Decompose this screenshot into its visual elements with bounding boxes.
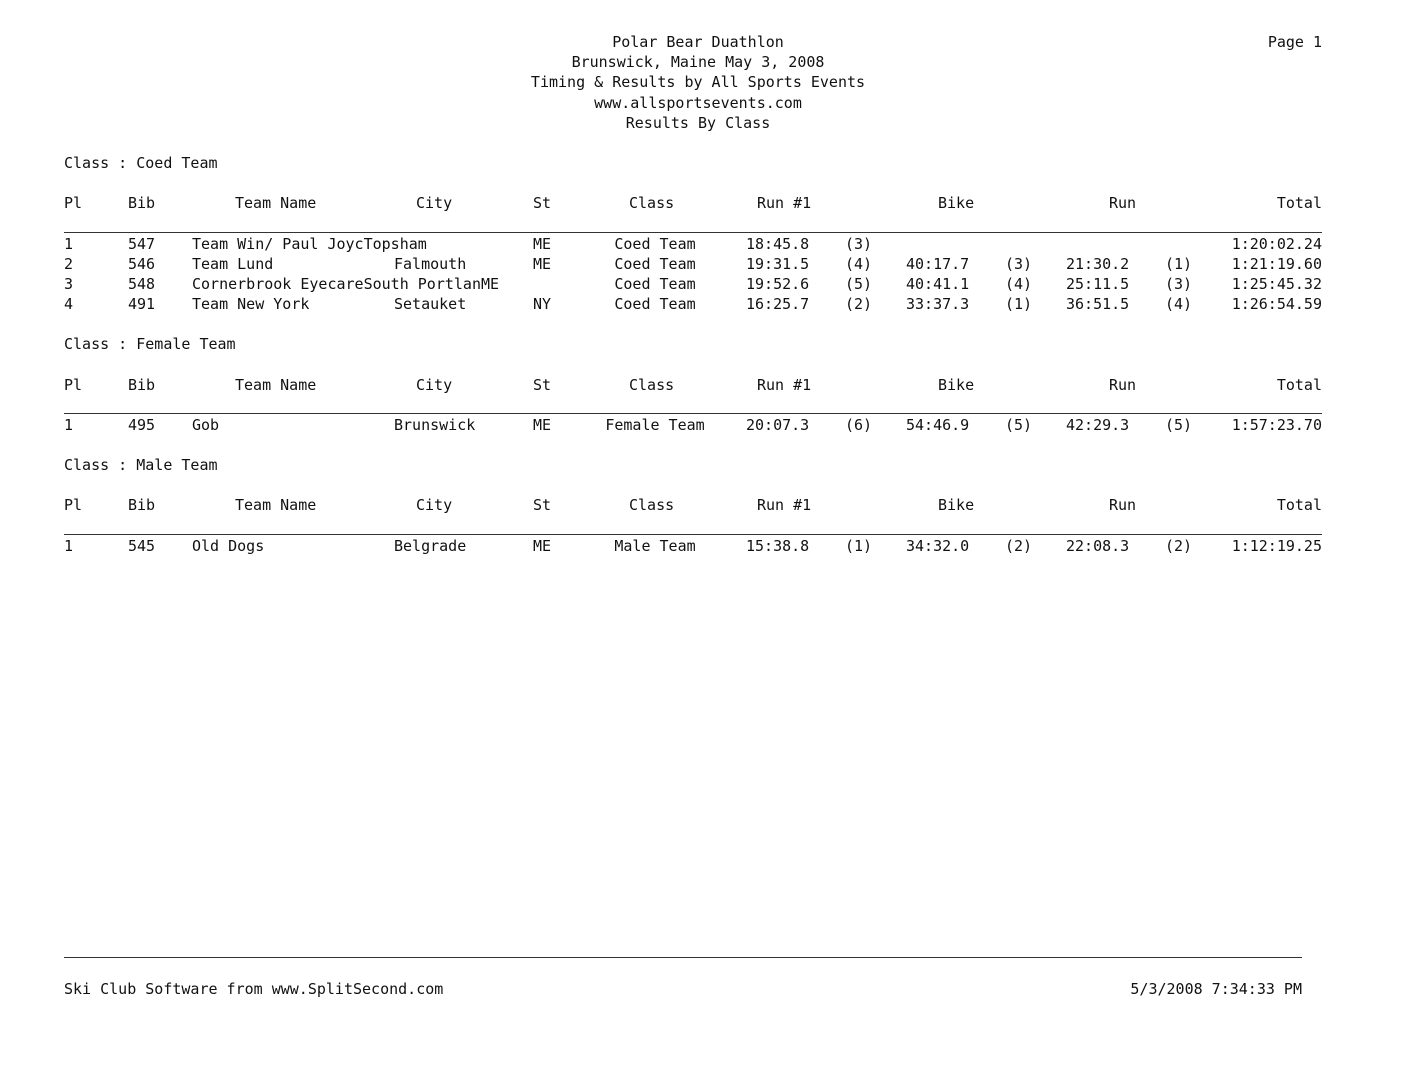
page-number: Page 1 — [1267, 33, 1322, 51]
cell-run1-rank: (3) — [845, 235, 873, 253]
col-header-team-name: Team Name — [235, 376, 317, 394]
cell-run-rank: (5) — [1165, 416, 1193, 434]
cell-bike: 33:37.3 — [906, 295, 970, 313]
col-header-pl: Pl — [64, 194, 83, 212]
col-header-total: Total — [1276, 376, 1322, 394]
cell-run1-rank: (5) — [845, 275, 873, 293]
col-header-bib: Bib — [128, 194, 156, 212]
cell-city: Belgrade — [394, 537, 467, 555]
cell-bike: 40:41.1 — [906, 275, 970, 293]
cell-run1-rank: (1) — [845, 537, 873, 555]
report-subtitle: Results By Class — [625, 113, 771, 132]
cell-class: Male Team — [614, 537, 696, 555]
cell-bib: 545 — [128, 537, 156, 555]
cell-class: Female Team — [605, 416, 705, 434]
cell-run-rank: (4) — [1165, 295, 1193, 313]
cell-bike: 34:32.0 — [906, 537, 970, 555]
report-header — [400, 32, 996, 133]
cell-pl: 2 — [64, 255, 74, 273]
cell-run1-rank: (6) — [845, 416, 873, 434]
col-header-total: Total — [1276, 194, 1322, 212]
cell-run: 42:29.3 — [1066, 416, 1130, 434]
cell-run: 21:30.2 — [1066, 255, 1130, 273]
col-header-bike: Bike — [938, 496, 975, 514]
col-header-pl: Pl — [64, 376, 83, 394]
cell-bike-rank: (3) — [1005, 255, 1033, 273]
cell-st: NY — [533, 295, 552, 313]
cell-bib: 495 — [128, 416, 156, 434]
event-location-date: Brunswick, Maine May 3, 2008 — [571, 53, 825, 72]
header-rule — [64, 534, 1322, 535]
col-header-bike: Bike — [938, 376, 975, 394]
cell-total: 1:12:19.25 — [1231, 537, 1322, 555]
cell-run1-rank: (2) — [845, 295, 873, 313]
col-header-pl: Pl — [64, 496, 83, 514]
cell-pl: 4 — [64, 295, 74, 313]
section-coed-team — [0, 153, 1408, 353]
cell-total: 1:57:23.70 — [1231, 416, 1322, 434]
col-header-total: Total — [1276, 496, 1322, 514]
col-header-st: St — [533, 496, 552, 514]
cell-bike: 54:46.9 — [906, 416, 970, 434]
cell-team-city: Cornerbrook EyecareSouth PortlanME — [192, 275, 500, 293]
timing-credit: Timing & Results by All Sports Events — [530, 73, 866, 92]
cell-run1: 19:52.6 — [746, 275, 810, 293]
footer-timestamp: 5/3/2008 7:34:33 PM — [1130, 980, 1302, 998]
cell-bib: 491 — [128, 295, 156, 313]
col-header-bib: Bib — [128, 376, 156, 394]
header-rule — [64, 232, 1322, 233]
cell-run: 22:08.3 — [1066, 537, 1130, 555]
col-header-team-name: Team Name — [235, 496, 317, 514]
cell-total: 1:21:19.60 — [1231, 255, 1322, 273]
cell-run-rank: (1) — [1165, 255, 1193, 273]
cell-team-name: Gob — [192, 416, 220, 434]
col-header-run: Run — [1109, 376, 1137, 394]
cell-run1: 20:07.3 — [746, 416, 810, 434]
cell-class: Coed Team — [614, 235, 696, 253]
cell-city: Setauket — [394, 295, 467, 313]
cell-class: Coed Team — [614, 275, 696, 293]
col-header-bike: Bike — [938, 194, 975, 212]
cell-st: ME — [533, 537, 552, 555]
cell-run1: 18:45.8 — [746, 235, 810, 253]
footer-software-credit: Ski Club Software from www.SplitSecond.com — [64, 980, 444, 998]
cell-pl: 1 — [64, 235, 74, 253]
cell-bike-rank: (4) — [1005, 275, 1033, 293]
col-header-st: St — [533, 376, 552, 394]
cell-run-rank: (3) — [1165, 275, 1193, 293]
cell-run1: 16:25.7 — [746, 295, 810, 313]
cell-bib: 548 — [128, 275, 156, 293]
cell-run1-rank: (4) — [845, 255, 873, 273]
cell-run-rank: (2) — [1165, 537, 1193, 555]
cell-class: Coed Team — [614, 255, 696, 273]
col-header-run1: Run #1 — [757, 496, 812, 514]
cell-run: 25:11.5 — [1066, 275, 1130, 293]
cell-st: ME — [533, 416, 552, 434]
col-header-run: Run — [1109, 496, 1137, 514]
cell-st: ME — [533, 235, 552, 253]
cell-class: Coed Team — [614, 295, 696, 313]
col-header-run1: Run #1 — [757, 376, 812, 394]
section-title: Class : Female Team — [64, 335, 236, 353]
cell-total: 1:25:45.32 — [1231, 275, 1322, 293]
cell-city: Brunswick — [394, 416, 476, 434]
cell-bike: 40:17.7 — [906, 255, 970, 273]
event-title: Polar Bear Duathlon — [612, 33, 784, 51]
footer-rule — [64, 957, 1302, 958]
col-header-st: St — [533, 194, 552, 212]
col-header-bib: Bib — [128, 496, 156, 514]
col-header-city: City — [416, 376, 453, 394]
col-header-class: Class — [629, 194, 675, 212]
cell-team-name: Team Lund — [192, 255, 274, 273]
col-header-run: Run — [1109, 194, 1137, 212]
col-header-city: City — [416, 194, 453, 212]
cell-run1: 19:31.5 — [746, 255, 810, 273]
cell-city: Falmouth — [394, 255, 467, 273]
cell-pl: 3 — [64, 275, 74, 293]
cell-team-name: Old Dogs — [192, 537, 265, 555]
cell-team-name: Team New York — [192, 295, 310, 313]
cell-bike-rank: (2) — [1005, 537, 1033, 555]
section-title: Class : Coed Team — [64, 154, 218, 172]
cell-pl: 1 — [64, 416, 74, 434]
col-header-run1: Run #1 — [757, 194, 812, 212]
cell-pl: 1 — [64, 537, 74, 555]
header-rule — [64, 413, 1322, 414]
col-header-class: Class — [629, 496, 675, 514]
cell-bib: 546 — [128, 255, 156, 273]
col-header-city: City — [416, 496, 453, 514]
cell-bike-rank: (1) — [1005, 295, 1033, 313]
section-male-team — [0, 455, 1408, 655]
cell-run: 36:51.5 — [1066, 295, 1130, 313]
section-title: Class : Male Team — [64, 456, 218, 474]
cell-team-city: Team Win/ Paul JoycTopsham — [192, 235, 427, 253]
cell-total: 1:20:02.24 — [1231, 235, 1322, 253]
website: www.allsportsevents.com — [594, 93, 802, 112]
col-header-team-name: Team Name — [235, 194, 317, 212]
cell-total: 1:26:54.59 — [1231, 295, 1322, 313]
col-header-class: Class — [629, 376, 675, 394]
cell-bike-rank: (5) — [1005, 416, 1033, 434]
cell-run1: 15:38.8 — [746, 537, 810, 555]
cell-bib: 547 — [128, 235, 156, 253]
cell-st: ME — [533, 255, 552, 273]
